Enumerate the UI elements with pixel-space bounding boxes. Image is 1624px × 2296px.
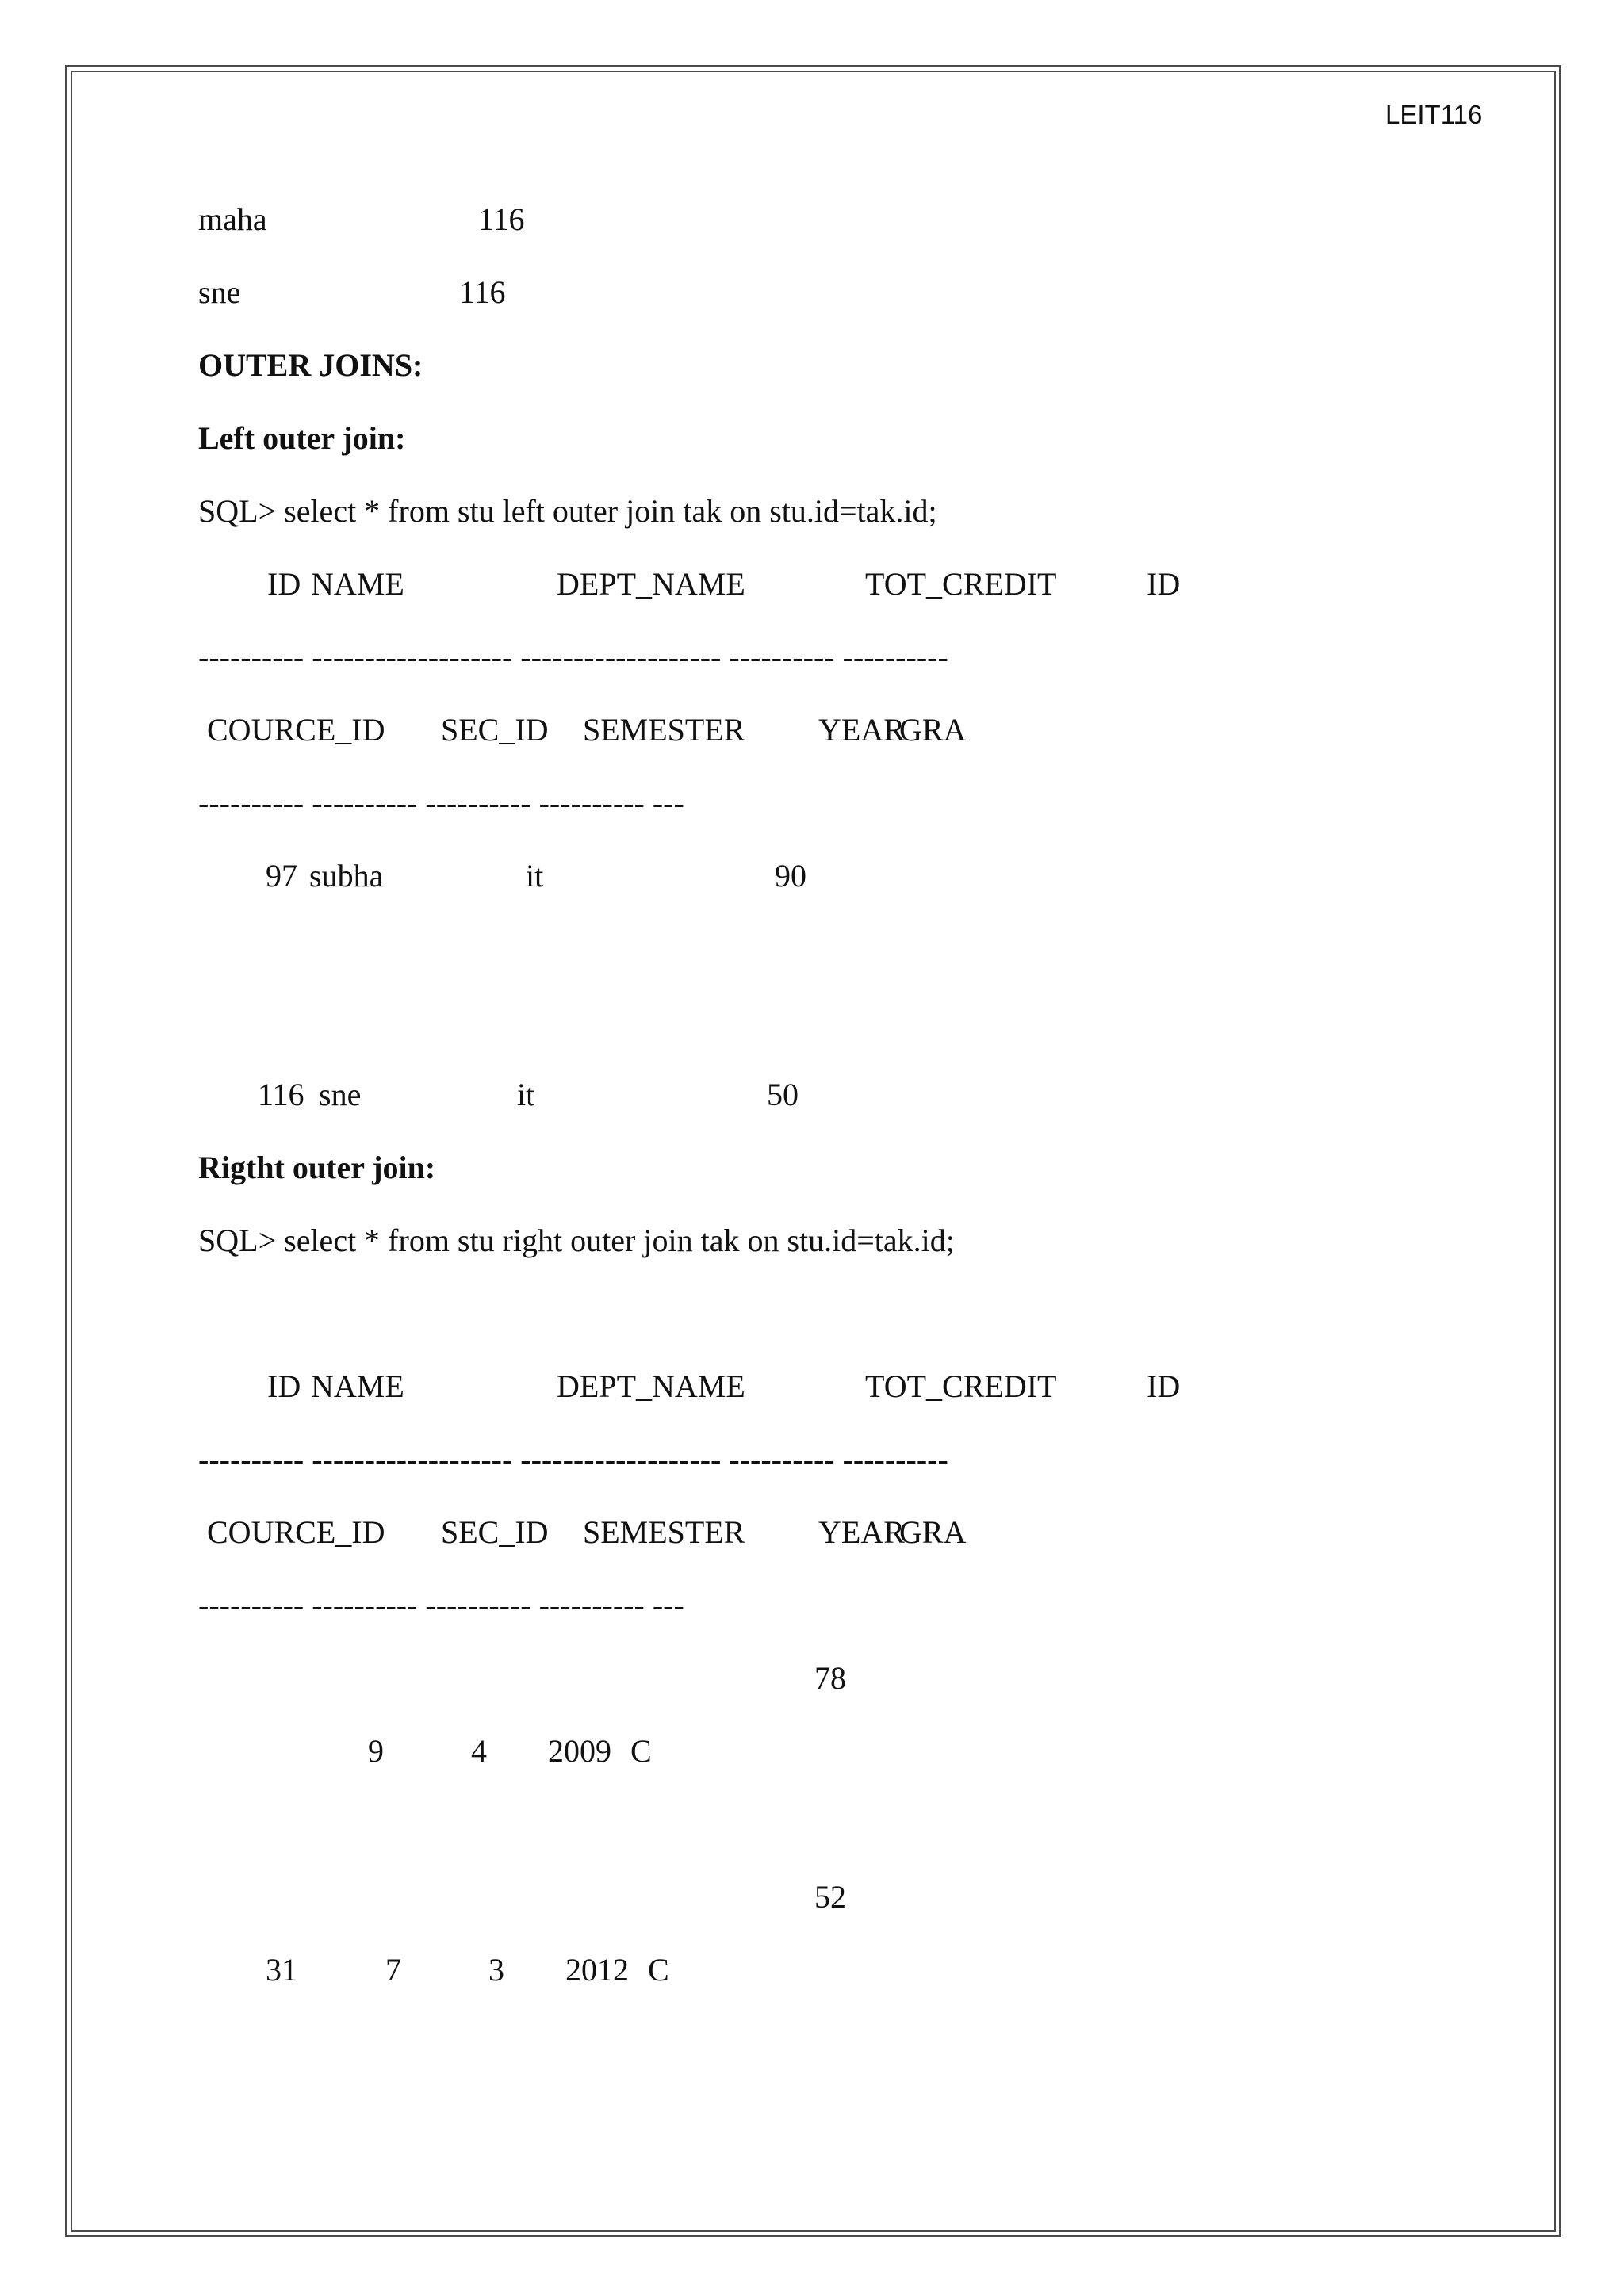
- left-col-tot-credit: TOT_CREDIT: [865, 566, 1057, 602]
- right-row-2-year: 2012: [565, 1952, 629, 1988]
- right-row-1-id2: 78: [814, 1660, 846, 1696]
- left-col-year: YEAR: [818, 712, 905, 748]
- outer-joins-heading: OUTER JOINS:: [198, 347, 423, 383]
- right-row-1-year: 2009: [548, 1733, 611, 1769]
- document-id: LEIT116: [1385, 100, 1483, 129]
- left-row-2-name: sne: [319, 1077, 362, 1112]
- left-row-1-name: subha: [309, 858, 384, 894]
- left-col-sec-id: SEC_ID: [441, 712, 549, 748]
- right-row-2-id2: 52: [814, 1879, 846, 1915]
- left-col-id-2: ID: [1147, 566, 1181, 602]
- right-col-tot-credit: TOT_CREDIT: [865, 1368, 1057, 1404]
- left-col-id: ID: [267, 566, 301, 602]
- left-row-2-id: 116: [258, 1077, 304, 1112]
- right-row-2-grade: C: [648, 1952, 669, 1988]
- left-col-cource-id: COURCE_ID: [207, 712, 385, 748]
- right-col-name: NAME: [311, 1368, 404, 1404]
- left-col-semester: SEMESTER: [583, 712, 745, 748]
- right-col-cource-id: COURCE_ID: [207, 1514, 385, 1550]
- right-row-1-grade: C: [630, 1733, 652, 1769]
- right-row-1-semester: 4: [471, 1733, 487, 1769]
- left-join-heading: Left outer join:: [198, 420, 406, 456]
- right-col-id-2: ID: [1147, 1368, 1181, 1404]
- left-col-dept-name: DEPT_NAME: [557, 566, 745, 602]
- right-col-sec-id: SEC_ID: [441, 1514, 549, 1550]
- right-join-query: SQL> select * from stu right outer join tak on stu.id=tak.id;: [198, 1223, 955, 1258]
- intro-id-1: 116: [478, 201, 525, 237]
- right-row-1-sec-id: 9: [368, 1733, 384, 1769]
- left-dash-line-1: ---------- ------------------- ------------------- ---------- ----------: [198, 639, 948, 675]
- right-col-id: ID: [267, 1368, 301, 1404]
- right-dash-line-2: ---------- ---------- ---------- ---------- ---: [198, 1587, 684, 1623]
- left-col-gra: GRA: [899, 712, 967, 748]
- left-row-2-dept: it: [517, 1077, 535, 1112]
- right-row-2-sec-id: 7: [385, 1952, 401, 1988]
- right-col-semester: SEMESTER: [583, 1514, 745, 1550]
- left-row-1-credit: 90: [775, 858, 806, 894]
- right-row-2-semester: 3: [488, 1952, 504, 1988]
- intro-name-2: sne: [198, 274, 241, 310]
- left-row-2-credit: 50: [767, 1077, 799, 1112]
- right-col-dept-name: DEPT_NAME: [557, 1368, 745, 1404]
- intro-id-2: 116: [459, 274, 506, 310]
- right-col-gra: GRA: [899, 1514, 967, 1550]
- left-dash-line-2: ---------- ---------- ---------- ---------- ---: [198, 785, 684, 821]
- left-col-name: NAME: [311, 566, 404, 602]
- right-row-2-course-id: 31: [266, 1952, 297, 1988]
- left-row-1-id: 97: [266, 858, 297, 894]
- intro-name-1: maha: [198, 201, 267, 237]
- left-join-query: SQL> select * from stu left outer join tak on stu.id=tak.id;: [198, 493, 937, 529]
- left-row-1-dept: it: [526, 858, 544, 894]
- right-join-heading: Rigtht outer join:: [198, 1150, 436, 1185]
- right-dash-line-1: ---------- ------------------- ------------------- ---------- ----------: [198, 1441, 948, 1477]
- right-col-year: YEAR: [818, 1514, 905, 1550]
